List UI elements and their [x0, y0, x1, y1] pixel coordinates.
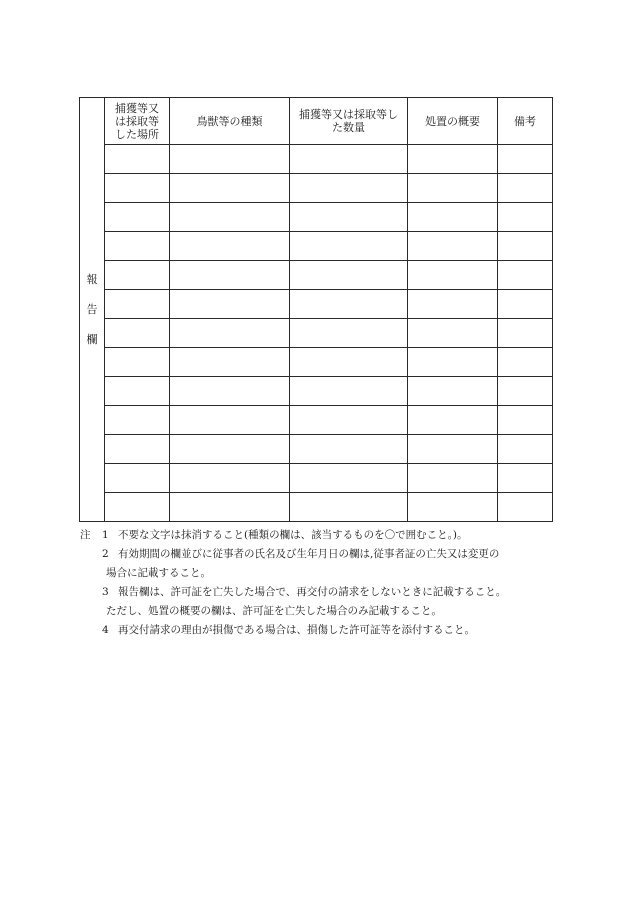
- table-cell: [170, 261, 290, 290]
- table-cell: [290, 435, 408, 464]
- table-cell: [290, 319, 408, 348]
- note-number: 4: [102, 624, 109, 636]
- notes-prefix: 注: [80, 529, 91, 541]
- table-cell: [170, 203, 290, 232]
- table-cell: [170, 348, 290, 377]
- table-cell: [498, 232, 553, 261]
- table-row: [80, 203, 553, 232]
- table-row: [80, 145, 553, 174]
- table-cell: [290, 203, 408, 232]
- table-cell: [408, 203, 498, 232]
- table-cell: [498, 464, 553, 493]
- side-label-char-2: 告: [86, 302, 98, 316]
- table-cell: [105, 145, 170, 174]
- table-cell: [170, 232, 290, 261]
- table-row: [80, 348, 553, 377]
- table-cell: [105, 232, 170, 261]
- table-cell: [170, 145, 290, 174]
- table-cell: [498, 174, 553, 203]
- table-row: [80, 261, 553, 290]
- table-cell: [290, 290, 408, 319]
- table-row: [80, 435, 553, 464]
- table-cell: [105, 319, 170, 348]
- table-cell: [408, 406, 498, 435]
- note-text: 有効期間の欄並びに従事者の氏名及び生年月日の欄は,従事者証の亡失又は変更の: [118, 548, 500, 560]
- table-cell: [408, 145, 498, 174]
- table-cell: [498, 406, 553, 435]
- header-location-line-1: 捕獲等又: [115, 101, 159, 115]
- table-row: [80, 493, 553, 522]
- table-cell: [498, 493, 553, 522]
- report-table: [79, 97, 553, 522]
- table-cell: [105, 377, 170, 406]
- header-location-line-2: は採取等: [115, 114, 159, 128]
- table-cell: [170, 377, 290, 406]
- note-number: 1: [102, 529, 109, 541]
- header-quantity-line-2: た数量: [332, 121, 365, 134]
- note-text: 報告欄は、許可証を亡失した場合で、再交付の請求をしないときに記載すること。: [118, 586, 507, 598]
- note-item-2: [80, 545, 560, 564]
- note-item-2-continuation: 場合に記載すること。: [106, 567, 211, 579]
- note-item-3-continuation: ただし、処置の概要の欄は、許可証を亡失した場合のみ記載すること。: [106, 605, 442, 617]
- note-item-4: [80, 621, 560, 640]
- table-row: [80, 406, 553, 435]
- table-cell: [408, 232, 498, 261]
- table-cell: [498, 319, 553, 348]
- note-text: 再交付請求の理由が損傷である場合は、損傷した許可証等を添付すること。: [118, 624, 475, 636]
- header-remarks: [498, 98, 553, 145]
- table-cell: [408, 290, 498, 319]
- table-cell: [170, 493, 290, 522]
- table-cell: [290, 377, 408, 406]
- table-cell: [105, 464, 170, 493]
- table-cell: [105, 261, 170, 290]
- table-cell: [498, 377, 553, 406]
- table-cell: [498, 261, 553, 290]
- note-item-1: [80, 526, 560, 545]
- table-cell: [498, 290, 553, 319]
- table-cell: [170, 435, 290, 464]
- note-number: 2: [102, 548, 109, 560]
- table-cell: [408, 174, 498, 203]
- table-cell: [170, 174, 290, 203]
- table-cell: [170, 406, 290, 435]
- table-cell: [290, 232, 408, 261]
- table-cell: [290, 464, 408, 493]
- table-row: [80, 377, 553, 406]
- note-text: 不要な文字は抹消すること(種類の欄は、該当するものを〇で囲むこと。)。: [118, 529, 468, 541]
- table-cell: [408, 377, 498, 406]
- report-section-label: [80, 98, 105, 522]
- table-cell: [408, 464, 498, 493]
- table-cell: [290, 145, 408, 174]
- table-cell: [498, 145, 553, 174]
- table-cell: [408, 319, 498, 348]
- table-row: [80, 174, 553, 203]
- table-cell: [408, 435, 498, 464]
- table-cell: [290, 406, 408, 435]
- header-disposal-text: 処置の概要: [425, 114, 480, 128]
- table-row: [80, 232, 553, 261]
- header-quantity-line-1: 捕獲等又は採取等し: [299, 108, 398, 121]
- table-cell: [105, 406, 170, 435]
- table-row: [80, 319, 553, 348]
- note-item-3: [80, 583, 560, 602]
- table-row: [80, 464, 553, 493]
- table-cell: [105, 203, 170, 232]
- header-remarks-text: 備考: [514, 114, 536, 128]
- table-cell: [498, 203, 553, 232]
- table-cell: [290, 348, 408, 377]
- table-cell: [170, 464, 290, 493]
- header-species: [170, 98, 290, 145]
- table-cell: [105, 174, 170, 203]
- table-cell: [408, 261, 498, 290]
- notes-section: [80, 526, 560, 640]
- table-cell: [408, 348, 498, 377]
- table-cell: [105, 348, 170, 377]
- header-row: [80, 98, 553, 145]
- side-label-char-3: 欄: [86, 332, 98, 346]
- header-quantity: [290, 98, 408, 145]
- side-label-char-1: 報: [86, 272, 98, 286]
- note-number: 3: [102, 586, 109, 598]
- table-cell: [408, 493, 498, 522]
- table-row: [80, 290, 553, 319]
- header-location: [105, 98, 170, 145]
- header-disposal: [408, 98, 498, 145]
- table-cell: [498, 348, 553, 377]
- table-cell: [290, 261, 408, 290]
- header-location-line-3: した場所: [115, 127, 159, 141]
- table-cell: [290, 174, 408, 203]
- table-cell: [170, 319, 290, 348]
- table-cell: [105, 290, 170, 319]
- table-cell: [105, 493, 170, 522]
- table-body: [80, 98, 553, 522]
- table-cell: [290, 493, 408, 522]
- header-species-text: 鳥獣等の種類: [196, 114, 263, 128]
- table-cell: [170, 290, 290, 319]
- table-cell: [105, 435, 170, 464]
- table-cell: [498, 435, 553, 464]
